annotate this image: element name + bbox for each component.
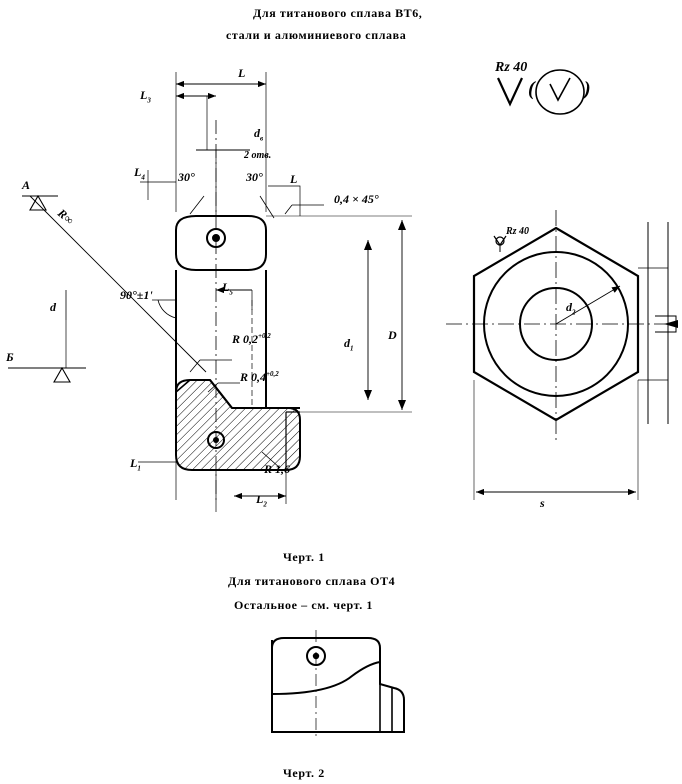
dim-d: d xyxy=(50,300,56,314)
angle-90-tolerance: 90°±1' xyxy=(120,288,153,302)
figure-2-header-2: Остальное – см. черт. 1 xyxy=(234,598,374,612)
figure-2-header-1: Для титанового сплава ОТ4 xyxy=(228,574,396,588)
dim-L-small: L xyxy=(290,172,298,186)
bracket-open: ( xyxy=(528,78,535,100)
dim-L1: $L_1$ xyxy=(130,456,141,473)
figure-2-caption: Черт. 2 xyxy=(283,766,325,780)
angle-30-left: 30° xyxy=(178,170,195,184)
hex-rz-note: Rz 40 xyxy=(506,226,530,237)
radius-infinity-note: R∞ xyxy=(55,206,77,228)
datum-b-label: Б xyxy=(6,350,14,364)
dim-L: L xyxy=(238,66,246,80)
dim-L5: $L_5$ xyxy=(222,280,233,297)
radius-r16: R 1,6 xyxy=(264,462,291,476)
dim-L4: $L_4$ xyxy=(134,165,145,182)
surface-finish-label: Rz 40 xyxy=(495,60,528,75)
header-line-2: стали и алюминиевого сплава xyxy=(226,28,407,42)
holes-count-note: 2 отв. xyxy=(244,150,272,161)
bracket-close: ) xyxy=(584,78,591,100)
chamfer-note: 0,4 × 45° xyxy=(334,192,379,206)
dim-hole-d: $d_в$ xyxy=(254,126,264,143)
radius-r04: R $0,4^{+0,2}$ xyxy=(240,370,279,384)
dim-d1: $d_1$ xyxy=(344,336,354,353)
dim-D: D xyxy=(388,328,397,342)
dim-L3: $L_3$ xyxy=(140,88,151,105)
dim-s: s xyxy=(540,496,545,510)
angle-30-right: 30° xyxy=(246,170,263,184)
radius-r02: R $0,2^{+0,2}$ xyxy=(232,332,271,346)
datum-a-label: А xyxy=(22,178,31,192)
dim-d2: $d_2$ xyxy=(566,300,576,317)
header-line-1: Для титанового сплава ВТ6, xyxy=(253,6,423,20)
figure-1-caption: Черт. 1 xyxy=(283,550,325,564)
dim-L2: $L_2$ xyxy=(256,492,267,509)
